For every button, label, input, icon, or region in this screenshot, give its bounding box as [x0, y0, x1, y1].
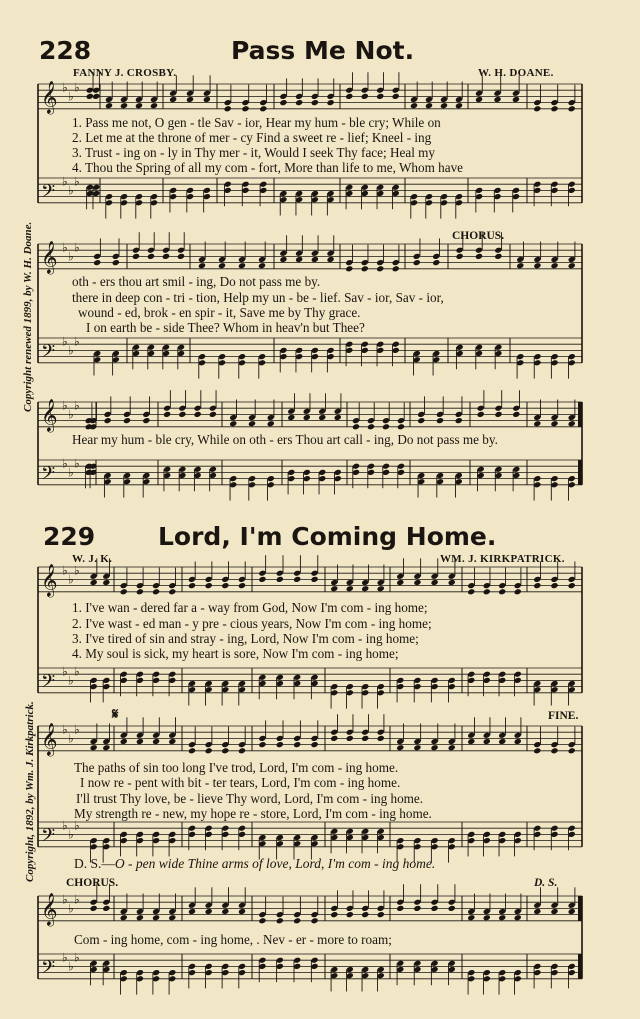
- note-head: [120, 738, 128, 745]
- note-head: [467, 914, 475, 921]
- note-head: [352, 423, 360, 430]
- note-head: [112, 259, 120, 266]
- note-head: [293, 576, 301, 583]
- note-head: [318, 414, 326, 421]
- note-head: [90, 579, 98, 586]
- note-head: [258, 576, 266, 583]
- note-head: [168, 588, 176, 595]
- flat-icon: ♭: [68, 901, 74, 916]
- note-head: [93, 259, 101, 266]
- note-head: [514, 738, 522, 745]
- flat-icon: ♭: [68, 827, 74, 842]
- hymn-228-verse4-line1: 4. Thou the Spring of all my com - fort, More than life to me, Whom have: [72, 160, 464, 175]
- note-head: [498, 738, 506, 745]
- note-head: [178, 411, 186, 418]
- note-head: [334, 414, 342, 421]
- note-head: [413, 579, 421, 586]
- hymn-229-fine-label: FINE.: [548, 710, 579, 722]
- flat-icon: ♭: [62, 563, 68, 578]
- treble-clef-icon: 𝄞: [41, 563, 58, 597]
- bass-clef-icon: 𝄢: [41, 341, 56, 367]
- note-head: [533, 262, 541, 269]
- note-head: [475, 253, 483, 260]
- hymn-229-verse3-line2: I'll trust Thy love, be - lieve Thy word, Lord, I'm com - ing home.: [76, 791, 424, 806]
- hymn-229-composer: WM. J. KIRKPATRICK.: [440, 553, 565, 565]
- note-head: [477, 411, 485, 418]
- note-head: [258, 917, 266, 924]
- flat-icon: ♭: [68, 731, 74, 746]
- hymn-229-verse3-line1: 3. I've tired of sin and stray - ing, Lord, Now I'm com - ing home;: [72, 631, 419, 646]
- note-head: [533, 582, 541, 589]
- note-head: [293, 741, 301, 748]
- flat-icon: ♭: [74, 664, 80, 679]
- note-head: [382, 423, 390, 430]
- note-head: [467, 588, 475, 595]
- note-head: [169, 96, 177, 103]
- note-head: [92, 93, 100, 100]
- note-head: [550, 747, 558, 754]
- note-head: [241, 105, 249, 112]
- ds-lyric: O - pen wide Thine arms of love, Lord, I'm com - ing home.: [114, 856, 436, 871]
- note-head: [410, 102, 418, 109]
- flat-icon: ♭: [68, 673, 74, 688]
- note-head: [392, 93, 400, 100]
- note-head: [346, 911, 354, 918]
- note-head: [188, 582, 196, 589]
- note-head: [311, 99, 319, 106]
- note-head: [209, 411, 217, 418]
- note-head: [440, 102, 448, 109]
- final-barline: [578, 954, 582, 979]
- note-head: [142, 417, 150, 424]
- note-head: [361, 735, 369, 742]
- flat-icon: ♭: [62, 950, 68, 965]
- note-head: [483, 588, 491, 595]
- hymn-228-verse1-line2: oth - ers thou art smil - ing, Do not pass me by.: [72, 274, 321, 289]
- flat-icon: ♭: [68, 572, 74, 587]
- note-head: [568, 262, 576, 269]
- note-head: [568, 908, 576, 915]
- note-head: [568, 105, 576, 112]
- flat-icon: ♭: [62, 892, 68, 907]
- note-head: [448, 579, 456, 586]
- note-head: [431, 905, 439, 912]
- treble-clef-icon: 𝄞: [41, 80, 58, 114]
- flat-icon: ♭: [74, 334, 80, 349]
- hymn-229-verse4-line2: My strength re - new, my hope re - store, Lord, I'm com - ing home.: [74, 806, 432, 821]
- final-barline: [578, 896, 582, 921]
- note-head: [367, 423, 375, 430]
- note-head: [150, 102, 158, 109]
- note-head: [345, 93, 353, 100]
- note-head: [238, 262, 246, 269]
- flat-icon: ♭: [74, 950, 80, 965]
- note-head: [90, 905, 98, 912]
- hymn-228-verse2-line2: there in deep con - tri - tion, Help my un - be - lief. Sav - ior, Sav - ior,: [72, 290, 444, 305]
- note-head: [303, 414, 311, 421]
- note-head: [361, 265, 369, 272]
- bass-clef-icon: 𝄢: [41, 825, 56, 851]
- note-head: [132, 253, 140, 260]
- final-barline: [578, 402, 582, 427]
- note-head: [475, 96, 483, 103]
- note-head: [229, 420, 237, 427]
- hymn-229-author: W. J. K.: [72, 553, 113, 565]
- bass-clef-icon: 𝄢: [41, 671, 56, 697]
- note-head: [102, 905, 110, 912]
- note-head: [279, 256, 287, 263]
- note-head: [147, 253, 155, 260]
- note-head: [568, 582, 576, 589]
- note-head: [123, 417, 131, 424]
- note-head: [330, 735, 338, 742]
- note-head: [396, 905, 404, 912]
- flat-icon: ♭: [68, 343, 74, 358]
- note-head: [162, 253, 170, 260]
- flat-icon: ♭: [68, 89, 74, 104]
- note-head: [361, 93, 369, 100]
- hymn-229-title: Lord, I'm Coming Home.: [158, 522, 497, 551]
- hymn-228-verse1-line1: 1. Pass me not, O gen - tle Sav - ior, Hear my hum - ble cry; While on: [72, 115, 441, 130]
- flat-icon: ♭: [74, 818, 80, 833]
- final-barline: [578, 460, 582, 485]
- note-head: [455, 417, 463, 424]
- hymn-229-ds-mark: D. S.: [534, 877, 558, 889]
- note-head: [568, 420, 576, 427]
- note-head: [377, 735, 385, 742]
- note-head: [533, 747, 541, 754]
- note-head: [203, 96, 211, 103]
- note-head: [514, 914, 522, 921]
- note-head: [413, 905, 421, 912]
- hymn-228-number: 228: [39, 36, 92, 65]
- note-head: [425, 102, 433, 109]
- hymn-228-author: FANNY J. CROSBY.: [73, 67, 177, 79]
- note-head: [550, 582, 558, 589]
- note-head: [198, 262, 206, 269]
- note-head: [279, 99, 287, 106]
- note-head: [533, 420, 541, 427]
- hymn-228-title: Pass Me Not.: [231, 36, 415, 65]
- note-head: [194, 411, 202, 418]
- flat-icon: ♭: [62, 818, 68, 833]
- note-head: [224, 105, 232, 112]
- note-head: [221, 747, 229, 754]
- note-head: [120, 102, 128, 109]
- note-head: [136, 914, 144, 921]
- treble-clef-icon: 𝄞: [41, 722, 58, 756]
- note-head: [448, 744, 456, 751]
- note-head: [392, 265, 400, 272]
- note-head: [397, 423, 405, 430]
- note-head: [152, 914, 160, 921]
- flat-icon: ♭: [62, 664, 68, 679]
- note-head: [467, 738, 475, 745]
- note-head: [168, 738, 176, 745]
- flat-icon: ♭: [74, 398, 80, 413]
- flat-icon: ♭: [68, 249, 74, 264]
- flat-icon: ♭: [62, 240, 68, 255]
- flat-icon: ♭: [62, 722, 68, 737]
- note-head: [417, 417, 425, 424]
- note-head: [431, 579, 439, 586]
- flat-icon: ♭: [62, 398, 68, 413]
- note-head: [493, 96, 501, 103]
- note-head: [512, 411, 520, 418]
- note-head: [456, 253, 464, 260]
- note-head: [498, 588, 506, 595]
- note-head: [432, 259, 440, 266]
- hymn-229-copyright: Copyright, 1892, by Wm. J. Kirkpatrick.: [24, 701, 36, 882]
- note-head: [104, 417, 112, 424]
- note-head: [152, 738, 160, 745]
- note-head: [295, 256, 303, 263]
- note-head: [258, 262, 266, 269]
- hymn-228-copyright: Copyright renewed 1899, by W. H. Doane.: [22, 221, 34, 412]
- bass-clef-icon: 𝄢: [41, 463, 56, 489]
- note-head: [276, 741, 284, 748]
- note-head: [436, 417, 444, 424]
- note-head: [218, 262, 226, 269]
- hymn-228-verse3-line1: 3. Trust - ing on - ly in Thy mer - it, Would I seek Thy face; Heal my: [72, 145, 436, 160]
- hymn-229-chorus-lyric: Com - ing home, com - ing home, . Nev - er - more to roam;: [74, 932, 392, 947]
- note-head: [311, 917, 319, 924]
- note-head: [102, 744, 110, 751]
- treble-clef-icon: 𝄞: [41, 398, 58, 432]
- note-head: [550, 105, 558, 112]
- note-head: [516, 262, 524, 269]
- ds-prefix: D. S.—: [74, 856, 115, 871]
- hymn-229-verse2-line1: 2. I've wast - ed man - y pre - cious years, Now I'm com - ing home;: [72, 616, 432, 631]
- note-head: [136, 588, 144, 595]
- note-head: [413, 744, 421, 751]
- hymn-228-composer: W. H. DOANE.: [478, 67, 554, 79]
- hymn-229-verse1-line2: The paths of sin too long I've trod, Lord, I'm com - ing home.: [74, 760, 399, 775]
- note-head: [168, 914, 176, 921]
- flat-icon: ♭: [62, 80, 68, 95]
- hymn-228-verse2-line1: 2. Let me at the throne of mer - cy Find a sweet re - lief; Kneel - ing: [72, 130, 432, 145]
- note-head: [311, 741, 319, 748]
- note-head: [448, 905, 456, 912]
- note-head: [205, 747, 213, 754]
- segno-icon: 𝄋: [112, 707, 119, 723]
- note-head: [221, 582, 229, 589]
- flat-icon: ♭: [68, 959, 74, 974]
- note-head: [550, 420, 558, 427]
- note-head: [551, 262, 559, 269]
- note-head: [188, 747, 196, 754]
- flat-icon: ♭: [74, 722, 80, 737]
- note-head: [276, 917, 284, 924]
- bass-clef-icon: 𝄢: [41, 181, 56, 207]
- note-head: [494, 253, 502, 260]
- note-head: [205, 582, 213, 589]
- flat-icon: ♭: [62, 334, 68, 349]
- note-head: [311, 256, 319, 263]
- flat-icon: ♭: [62, 456, 68, 471]
- treble-clef-icon: 𝄞: [41, 240, 58, 274]
- flat-icon: ♭: [62, 174, 68, 189]
- note-head: [330, 911, 338, 918]
- note-head: [533, 908, 541, 915]
- flat-icon: ♭: [68, 407, 74, 422]
- note-head: [533, 105, 541, 112]
- note-head: [431, 744, 439, 751]
- flat-icon: ♭: [68, 465, 74, 480]
- note-head: [135, 102, 143, 109]
- note-head: [455, 102, 463, 109]
- note-head: [177, 253, 185, 260]
- note-head: [120, 914, 128, 921]
- note-head: [494, 411, 502, 418]
- note-head: [238, 582, 246, 589]
- hymn-229-verse2-line2: I now re - pent with bit - ter tears, Lord, I'm com - ing home.: [80, 775, 401, 790]
- note-head: [361, 585, 369, 592]
- note-head: [568, 747, 576, 754]
- note-head: [248, 420, 256, 427]
- hymn-228-verse3-line2: wound - ed, brok - en spir - it, Save me by Thy grace.: [78, 305, 361, 320]
- hymn-229-verse4-line1: 4. My soul is sick, my heart is sore, Now I'm com - ing home;: [72, 646, 399, 661]
- hymn-229-chorus-label: CHORUS.: [66, 877, 119, 889]
- flat-icon: ♭: [74, 892, 80, 907]
- note-head: [361, 911, 369, 918]
- note-head: [120, 588, 128, 595]
- note-head: [186, 96, 194, 103]
- note-head: [86, 93, 94, 100]
- note-head: [346, 735, 354, 742]
- note-head: [550, 908, 558, 915]
- note-head: [238, 747, 246, 754]
- note-head: [377, 585, 385, 592]
- note-head: [267, 420, 275, 427]
- note-head: [276, 576, 284, 583]
- note-head: [311, 576, 319, 583]
- note-head: [483, 914, 491, 921]
- flat-icon: ♭: [74, 174, 80, 189]
- hymn-229-number: 229: [43, 522, 96, 551]
- note-head: [514, 588, 522, 595]
- note-head: [152, 588, 160, 595]
- flat-icon: ♭: [74, 563, 80, 578]
- note-head: [376, 265, 384, 272]
- treble-clef-icon: 𝄞: [41, 892, 58, 926]
- flat-icon: ♭: [74, 456, 80, 471]
- note-head: [258, 741, 266, 748]
- bass-clef-icon: 𝄢: [41, 957, 56, 983]
- note-head: [512, 96, 520, 103]
- flat-icon: ♭: [74, 80, 80, 95]
- hymn-228-chorus-label: CHORUS.: [452, 230, 505, 242]
- flat-icon: ♭: [68, 183, 74, 198]
- note-head: [498, 914, 506, 921]
- note-head: [221, 908, 229, 915]
- note-head: [136, 738, 144, 745]
- note-head: [327, 99, 335, 106]
- note-head: [413, 259, 421, 266]
- note-head: [102, 579, 110, 586]
- note-head: [259, 105, 267, 112]
- hymn-229-verse1-line1: 1. I've wan - dered far a - way from God, Now I'm com - ing home;: [72, 600, 428, 615]
- note-head: [295, 99, 303, 106]
- note-head: [330, 585, 338, 592]
- note-head: [376, 93, 384, 100]
- note-head: [205, 908, 213, 915]
- note-head: [346, 585, 354, 592]
- note-head: [327, 256, 335, 263]
- note-head: [396, 579, 404, 586]
- hymn-228-chorus-lyric: Hear my hum - ble cry, While on oth - ers Thou art call - ing, Do not pass me by.: [72, 432, 498, 447]
- note-head: [483, 738, 491, 745]
- note-head: [287, 414, 295, 421]
- note-head: [90, 744, 98, 751]
- note-head: [105, 102, 113, 109]
- note-head: [163, 411, 171, 418]
- note-head: [345, 265, 353, 272]
- note-head: [377, 911, 385, 918]
- flat-icon: ♭: [74, 240, 80, 255]
- hymn-228-verse4-line2: I on earth be - side Thee? Whom in heav'n but Thee?: [86, 320, 365, 335]
- note-head: [238, 908, 246, 915]
- note-head: [293, 917, 301, 924]
- note-head: [188, 908, 196, 915]
- note-head: [396, 744, 404, 751]
